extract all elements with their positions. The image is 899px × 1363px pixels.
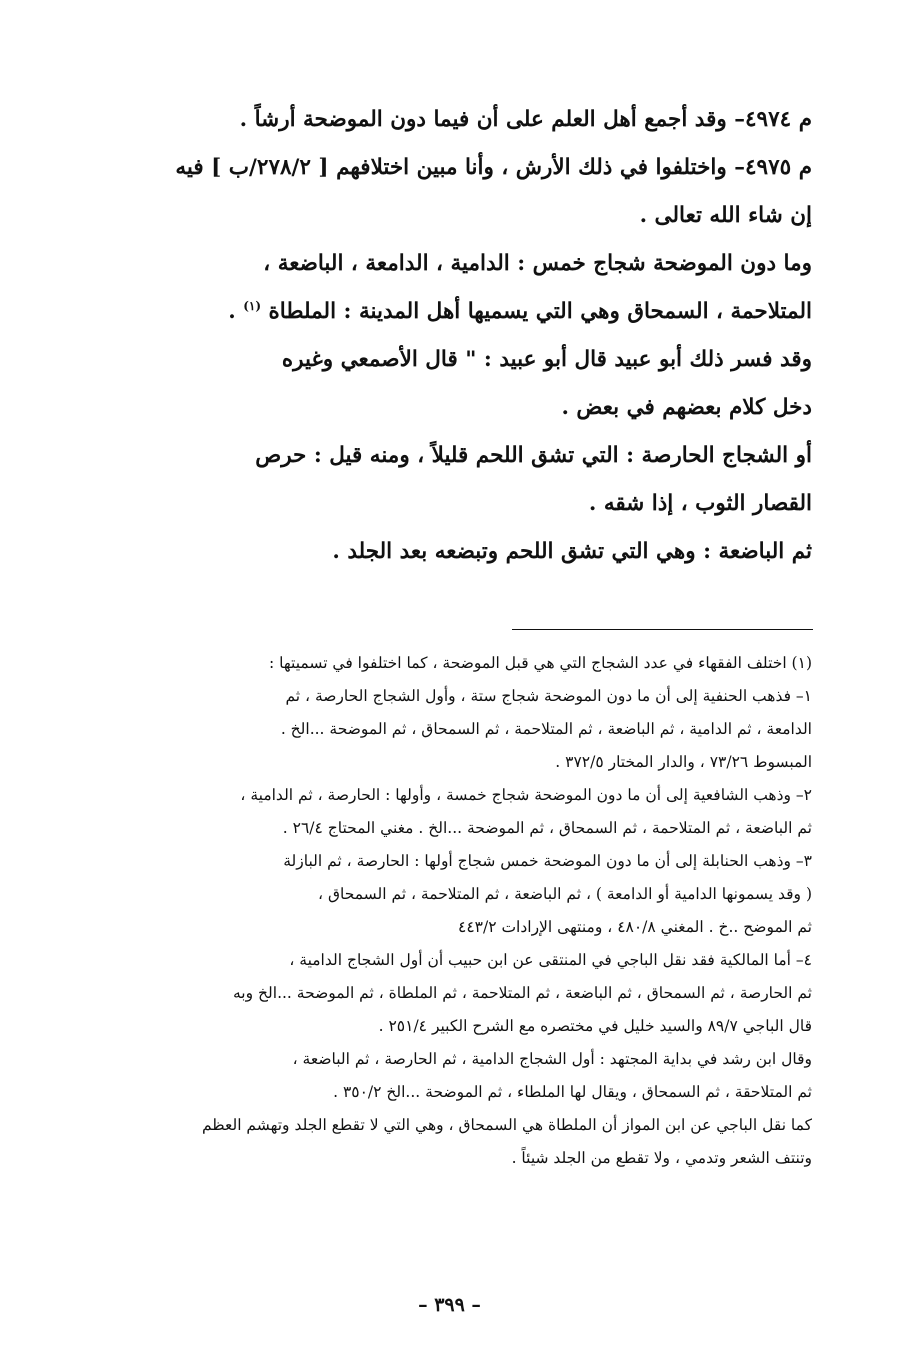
main-text-block	[92, 96, 812, 576]
footnote-hanafi: ١– فذهب الحنفية إلى أن ما دون الموضحة شجاج ستة ، وأول الشجاج الحارصة ، ثم	[285, 687, 812, 705]
paragraph-badia: ثم الباضعة : وهي التي تشق اللحم وتبضعه بعد الجلد .	[332, 539, 812, 564]
footnote-ibn-al-mawwaz: كما نقل الباجي عن ابن المواز أن الملطاة هي السمحاق ، وهي التي لا تقطع الجلد وتهشم العظم	[201, 1116, 812, 1134]
footnote-hanafi-line-3: المبسوط ٧٣/٢٦ ، والدار المختار ٣٧٢/٥ .	[555, 753, 812, 771]
footnote-shafii-line-2: ثم الباضعة ، ثم المتلاحمة ، ثم السمحاق ، ثم الموضحة ...الخ . مغني المحتاج ٢٦/٤ .	[282, 819, 812, 837]
paragraph-shijaj-list-text: المتلاحمة ، السمحاق وهي التي يسميها أهل المدينة : الملطاة	[268, 299, 812, 324]
paragraph-harisa: أو الشجاج الحارصة : التي تشق اللحم قليلاً ، ومنه قيل : حرص	[255, 443, 812, 468]
paragraph-4975: م ٤٩٧٥– واختلفوا في ذلك الأرش ، وأنا مبين اختلافهم [ ٢٧٨/٢/ب ] فيه	[175, 155, 812, 180]
page-number: – ٣٩٩ –	[418, 1294, 481, 1316]
footnote-maliki-line-2: ثم الحارصة ، ثم السمحاق ، ثم الباضعة ، ثم المتلاحمة ، ثم الملطاة ، ثم الموضحة ...الخ وبه	[233, 984, 812, 1002]
footnote-marker-1: (١)	[243, 298, 262, 313]
paragraph-4975-continuation: إن شاء الله تعالى .	[639, 203, 812, 228]
footnote-separator	[512, 629, 813, 630]
footnote-ibn-rushd: وقال ابن رشد في بداية المجتهد : أول الشجاج الدامية ، ثم الحارصة ، ثم الباضعة ،	[292, 1050, 812, 1068]
paragraph-abu-ubaid: وقد فسر ذلك أبو عبيد قال أبو عبيد : " قال الأصمعي وغيره	[281, 347, 812, 372]
footnotes-block	[98, 647, 812, 1175]
paragraph-shijaj-list-continuation	[92, 288, 812, 336]
paragraph-abu-ubaid-continuation: دخل كلام بعضهم في بعض .	[561, 395, 812, 420]
paragraph-4974: م ٤٩٧٤– وقد أجمع أهل العلم على أن فيما دون الموضحة أرشاً .	[239, 107, 812, 132]
footnote-shafii: ٢– وذهب الشافعية إلى أن ما دون الموضحة شجاج خمسة ، وأولها : الحارصة ، ثم الدامية ،	[240, 786, 812, 804]
paragraph-shijaj-list-end: .	[228, 299, 244, 324]
footnote-hanafi-line-2: الدامعة ، ثم الدامية ، ثم الباضعة ، ثم المتلاحمة ، ثم السمحاق ، ثم الموضحة ...الخ .	[280, 720, 812, 738]
footnote-maliki-line-3: قال الباجي ٨٩/٧ والسيد خليل في مختصره مع الشرح الكبير ٢٥١/٤ .	[378, 1017, 812, 1035]
paragraph-harisa-continuation: القصار الثوب ، إذا شقه .	[588, 491, 812, 516]
footnote-maliki: ٤– أما المالكية فقد نقل الباجي في المنتقى عن ابن حبيب أن أول الشجاج الدامية ،	[289, 951, 812, 969]
footnote-ibn-rushd-line-2: ثم المتلاحقة ، ثم السمحاق ، ويقال لها الملطاء ، ثم الموضحة ...الخ ٣٥٠/٢ .	[333, 1083, 812, 1101]
footnote-hanbali-line-2: ( وقد يسمونها الدامية أو الدامعة ) ، ثم الباضعة ، ثم المتلاحمة ، ثم السمحاق ،	[318, 885, 812, 903]
footnote-hanbali: ٣– وذهب الحنابلة إلى أن ما دون الموضحة خمس شجاج أولها : الحارصة ، ثم البازلة	[283, 852, 812, 870]
footnote-hanbali-line-3: ثم الموضح ..خ . المغني ٤٨٠/٨ ، ومنتهى الإرادات ٤٤٣/٢	[458, 918, 812, 936]
footnote-ibn-al-mawwaz-line-2: وتنتف الشعر وتدمي ، ولا تقطع من الجلد شيئاً .	[511, 1149, 812, 1167]
paragraph-shijaj-list: وما دون الموضحة شجاج خمس : الدامية ، الدامعة ، الباضعة ،	[263, 251, 812, 276]
footnote-intro: (١) اختلف الفقهاء في عدد الشجاج التي هي قبل الموضحة ، كما اختلفوا في تسميتها :	[269, 654, 812, 672]
